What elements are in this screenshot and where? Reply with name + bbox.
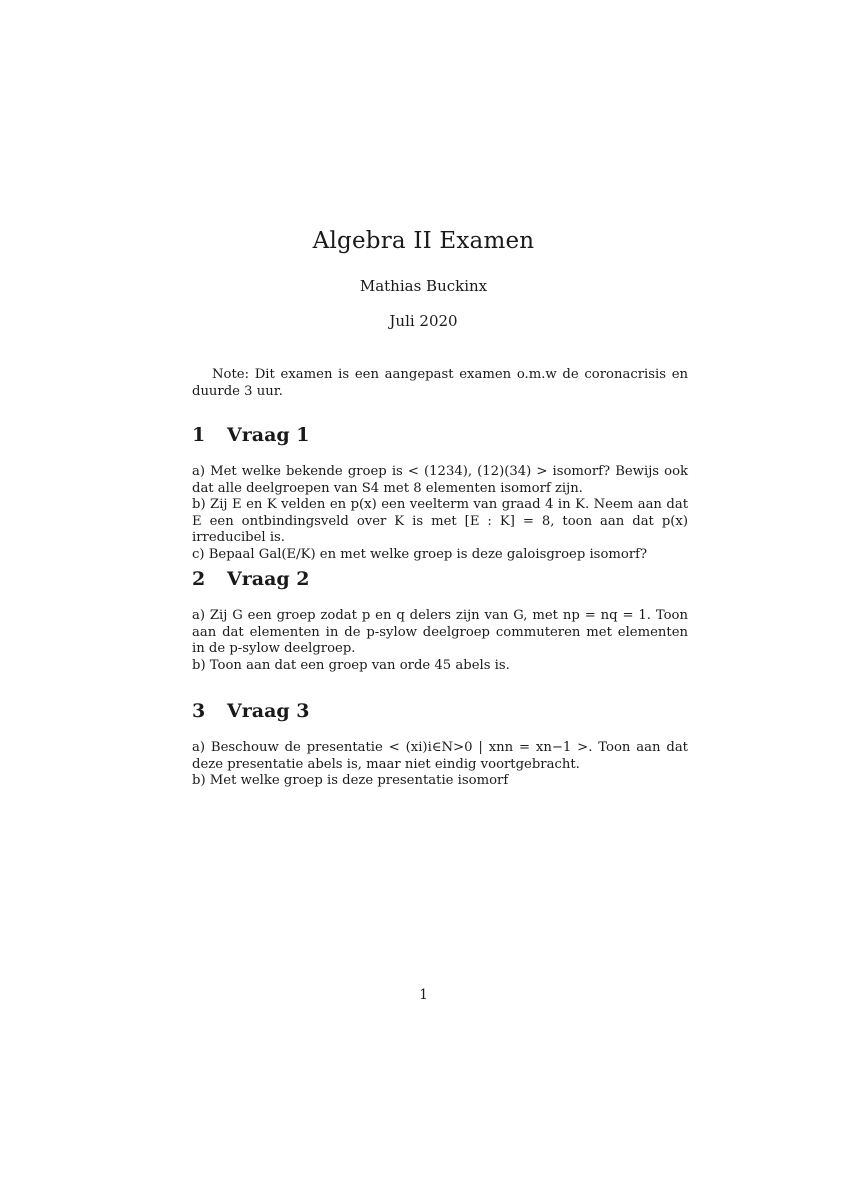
section-number: 1 bbox=[192, 424, 206, 446]
section-heading-1 bbox=[192, 424, 310, 446]
section-body-2 bbox=[192, 608, 688, 674]
exam-note: Note: Dit examen is een aangepast examen o.m.w de coronacrisis en duurde 3 uur. bbox=[192, 367, 688, 399]
section-title: Vraag 2 bbox=[227, 568, 310, 590]
question-line: a) Met welke bekende groep is < (1234), (12)(34) > isomorf? Bewijs ook dat alle deelgroepen van S4 met 8 elementen isomorf zijn. bbox=[192, 464, 688, 496]
section-number: 2 bbox=[192, 568, 206, 590]
document-title: Algebra II Examen bbox=[312, 228, 535, 254]
question-line: a) Beschouw de presentatie < (xi)i∈N>0 | xnn = xn−1 >. Toon aan dat deze presentatie abels is, maar niet eindig voortgebracht. bbox=[192, 740, 688, 772]
document-author: Mathias Buckinx bbox=[359, 277, 488, 295]
question-line: b) Met welke groep is deze presentatie isomorf bbox=[192, 773, 509, 789]
section-title: Vraag 3 bbox=[227, 700, 310, 722]
question-line: a) Zij G een groep zodat p en q delers zijn van G, met np = nq = 1. Toon aan dat elementen in de p-sylow deelgroep commuteren met elementen in de p-sylow deelgroep. bbox=[192, 608, 688, 657]
question-line: c) Bepaal Gal(E/K) en met welke groep is deze galoisgroep isomorf? bbox=[192, 546, 648, 562]
question-line: b) Zij E en K velden en p(x) een veelterm van graad 4 in K. Neem aan dat E een ontbindingsveld over K is met [E : K] = 8, toon aan dat p(x) irreducibel is. bbox=[192, 497, 688, 546]
page-number: 1 bbox=[419, 987, 428, 1003]
section-heading-3 bbox=[192, 700, 310, 722]
question-line: b) Toon aan dat een groep van orde 45 abels is. bbox=[192, 657, 510, 673]
section-heading-2 bbox=[192, 568, 310, 590]
section-number: 3 bbox=[192, 700, 206, 722]
section-title: Vraag 1 bbox=[227, 424, 310, 446]
section-body-1 bbox=[192, 464, 688, 564]
section-body-3 bbox=[192, 740, 688, 790]
document-date: Juli 2020 bbox=[389, 312, 458, 330]
